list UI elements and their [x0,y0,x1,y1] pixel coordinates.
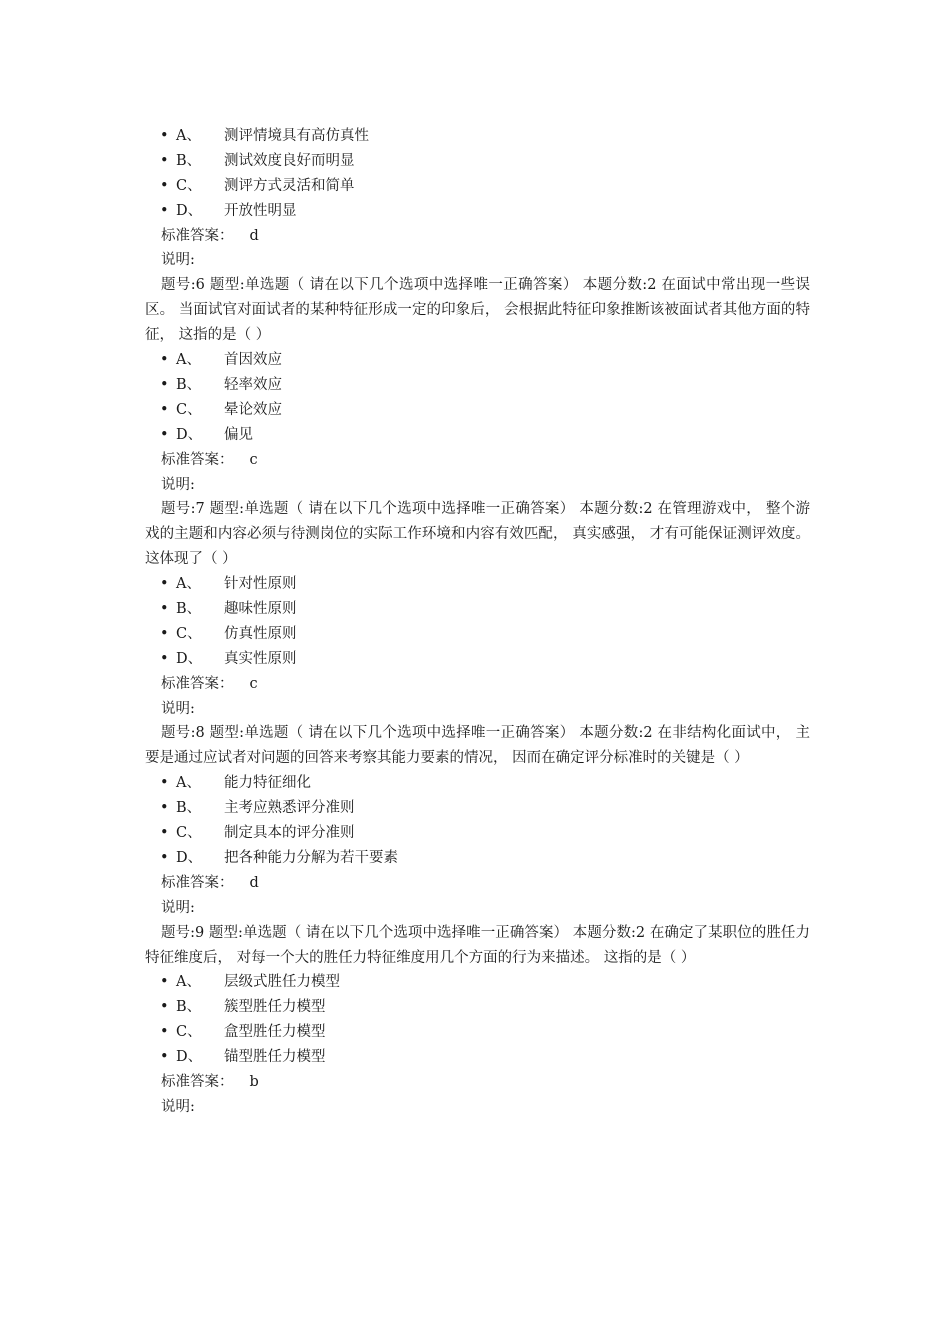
option-item: • C、 制定具本的评分准则 [145,821,810,846]
bullet-icon: • [160,1024,169,1041]
bullet-icon: • [160,849,169,866]
explanation: 说明: [161,1098,195,1115]
bullet-icon: • [160,625,169,642]
option-item: • D、 锚型胜任力模型 [145,1045,810,1070]
option-item: • A、 首因效应 [145,348,810,373]
bullet-icon: • [160,1049,169,1066]
bullet-icon: • [160,999,169,1016]
question-text: 题号:6 题型:单选题（ 请在以下几个选项中选择唯一正确答案） 本题分数:2 在面试中常出现一些误区。 当面试官对面试者的某种特征形成一定的印象后， 会根据此特征印象推断该被面试者其他方面的特征， 这指的是（ ） [145,277,810,344]
bullet-icon: • [160,202,169,219]
option-item: • C、 盒型胜任力模型 [145,1020,810,1045]
option-item: • D、 开放性明显 [145,199,810,224]
option-item: • D、 偏见 [145,423,810,448]
explanation: 说明: [161,252,195,269]
bullet-icon: • [160,650,169,667]
document-body [145,124,810,1120]
option-item: • B、 轻率效应 [145,373,810,398]
option-item: • B、 主考应熟悉评分准则 [145,796,810,821]
bullet-icon: • [160,426,169,443]
bullet-icon: • [160,177,169,194]
option-item: • C、 测评方式灵活和简单 [145,174,810,199]
bullet-icon: • [160,974,169,991]
explanation: 说明: [161,700,195,717]
bullet-icon: • [160,401,169,418]
bullet-icon: • [160,352,169,369]
question-text: 题号:7 题型:单选题（ 请在以下几个选项中选择唯一正确答案） 本题分数:2 在管理游戏中， 整个游戏的主题和内容必须与待测岗位的实际工作环境和内容有效匹配， 真实感强， 才有可能保证测评效度。 这体现了（ ） [145,501,810,568]
option-item: • B、 簇型胜任力模型 [145,995,810,1020]
standard-answer: 标准答案： c [161,451,258,468]
standard-answer: 标准答案： c [161,675,258,692]
question-text: 题号:9 题型:单选题（ 请在以下几个选项中选择唯一正确答案） 本题分数:2 在确定了某职位的胜任力特征维度后， 对每一个大的胜任力特征维度用几个方面的行为来描述。 这指的是（ ） [145,924,810,966]
question-text: 题号:8 题型:单选题（ 请在以下几个选项中选择唯一正确答案） 本题分数:2 在非结构化面试中， 主要是通过应试者对问题的回答来考察其能力要素的情况， 因而在确定评分标准时的关键是（ ） [145,725,810,767]
option-item: • A、 测评情境具有高仿真性 [145,124,810,149]
standard-answer: 标准答案： b [161,1074,259,1090]
bullet-icon: • [160,128,169,144]
option-item: • A、 针对性原则 [145,572,810,597]
option-item: • C、 晕论效应 [145,398,810,423]
option-item: • C、 仿真性原则 [145,622,810,647]
standard-answer: 标准答案： d [161,227,259,244]
bullet-icon: • [160,775,169,792]
bullet-icon: • [160,376,169,393]
bullet-icon: • [160,576,169,593]
bullet-icon: • [160,601,169,618]
option-item: • D、 把各种能力分解为若干要素 [145,846,810,871]
explanation: 说明: [161,476,195,493]
bullet-icon: • [160,825,169,842]
option-item: • A、 层级式胜任力模型 [145,970,810,995]
option-item: • B、 测试效度良好而明显 [145,149,810,174]
option-item: • B、 趣味性原则 [145,597,810,622]
explanation: 说明: [161,899,195,916]
option-item: • A、 能力特征细化 [145,771,810,796]
option-item: • D、 真实性原则 [145,647,810,672]
bullet-icon: • [160,800,169,817]
standard-answer: 标准答案： d [161,874,259,891]
bullet-icon: • [160,152,169,169]
